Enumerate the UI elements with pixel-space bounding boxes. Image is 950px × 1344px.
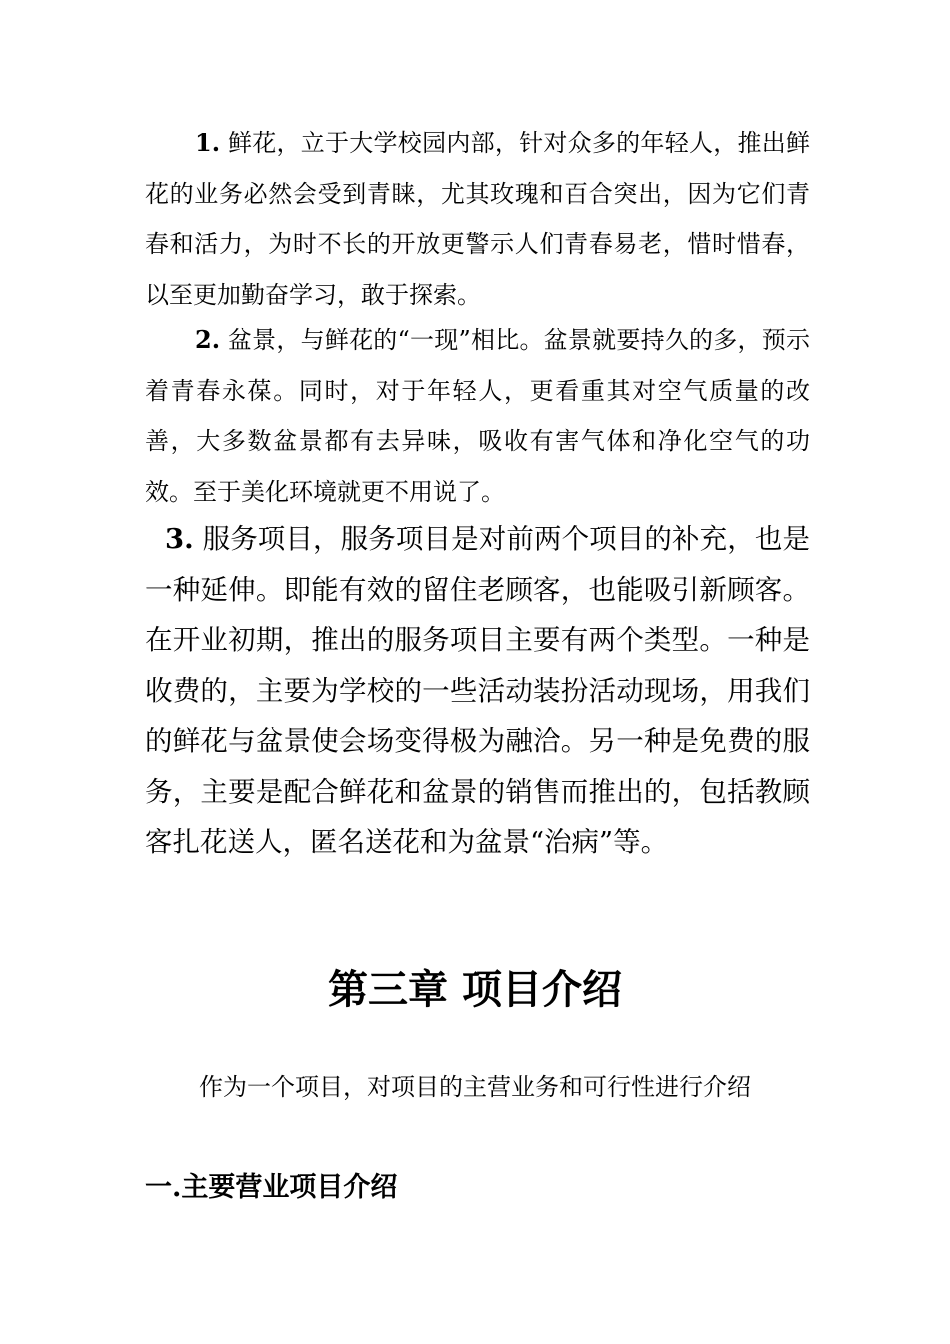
item-number: 3. — [165, 523, 194, 555]
section-heading — [145, 1168, 397, 1208]
section-number: 一. — [145, 1172, 182, 1203]
item-number: 2. — [195, 325, 221, 354]
paragraph-bonsai — [145, 315, 810, 517]
paragraph-services — [145, 514, 810, 868]
section-title: 主要营业项目介绍 — [181, 1172, 398, 1203]
paragraph-text: 鲜花，立于大学校园内部，针对众多的年轻人，推出鲜花的业务必然会受到青睐，尤其玫瑰和百合突出，因为它们青春和活力，为时不长的开放更警示人们青春易老，惜时惜春，以至更加勤奋学习，敢于探索。 — [145, 129, 811, 309]
paragraph-text: 服务项目，服务项目是对前两个项目的补充，也是一种延伸。即能有效的留住老顾客，也能吸引新顾客。在开业初期，推出的服务项目主要有两个类型。一种是收费的，主要为学校的一些活动装扮活动现场，用我们的鲜花与盆景使会场变得极为融洽。另一种是免费的服务，主要是配合鲜花和盆景的销售而推出的，包括教顾客扎花送人，匿名送花和为盆景“治病”等。 — [145, 523, 810, 858]
paragraph-fresh-flowers — [145, 118, 810, 320]
item-number: 1. — [195, 128, 221, 157]
chapter-intro: 作为一个项目，对项目的主营业务和可行性进行介绍 — [199, 1073, 751, 1101]
chapter-title: 第三章 项目介绍 — [328, 967, 622, 1013]
paragraph-text: 盆景，与鲜花的“一现”相比。盆景就要持久的多，预示着青春永葆。同时，对于年轻人，更看重其对空气质量的改善，大多数盆景都有去异味，吸收有害气体和净化空气的功效。至于美化环境就更不用说了。 — [145, 326, 810, 506]
